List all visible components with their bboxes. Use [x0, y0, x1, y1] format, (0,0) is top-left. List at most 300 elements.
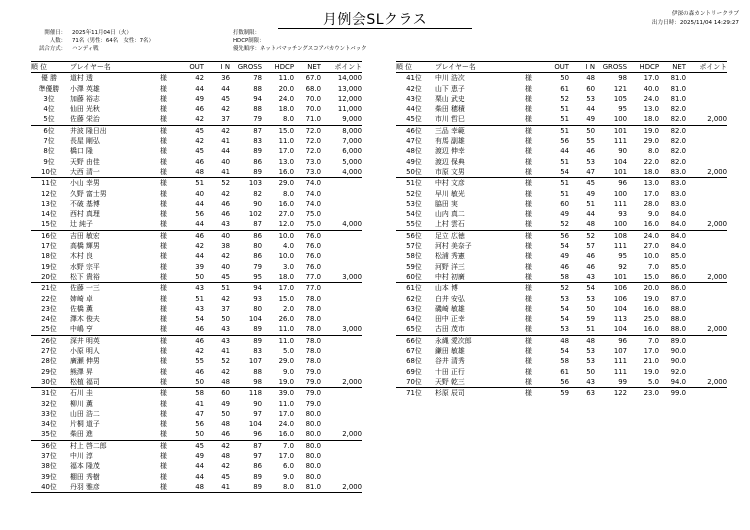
- rank-cell: 8位: [43, 147, 55, 156]
- hdcp-value: 11.0: [278, 74, 294, 83]
- rank-cell: 21位: [41, 284, 57, 293]
- hdcp-value: 23.0: [643, 389, 659, 398]
- honorific: 様: [160, 137, 167, 146]
- point-value: [321, 283, 362, 294]
- net-score: 79.0: [305, 367, 321, 376]
- out-score: 51: [195, 294, 204, 303]
- net-score: 81.0: [670, 84, 686, 93]
- out-score: 51: [560, 189, 569, 198]
- honorific: 様: [525, 94, 532, 103]
- player-name: 松植 福司: [67, 377, 160, 388]
- hdcp-value: 13.0: [278, 157, 294, 166]
- out-score: 49: [195, 94, 204, 103]
- honorific: 様: [525, 210, 532, 219]
- player-name: 佐藤 栄治: [67, 114, 160, 125]
- hdcp-value: 12.0: [262, 219, 294, 230]
- table-row: [396, 189, 727, 199]
- hdcp-value: 8.0: [262, 482, 294, 493]
- point-value: 4,000: [321, 167, 362, 178]
- table-row: [31, 409, 362, 419]
- rank-cell: 準優勝: [38, 84, 60, 93]
- net-score: 76.0: [305, 242, 321, 251]
- in-score: 55: [586, 137, 595, 146]
- net-score: 70.0: [305, 94, 321, 103]
- point-value: [686, 73, 727, 84]
- rank-cell: 61位: [406, 284, 422, 293]
- out-score: 52: [560, 94, 569, 103]
- net-score: 75.0: [294, 219, 321, 230]
- rank-cell: 62位: [406, 294, 422, 303]
- hdcp-value: 18.0: [627, 114, 659, 125]
- point-value: [686, 146, 727, 156]
- honorific: 様: [160, 367, 167, 376]
- hdcp-value: 20.0: [643, 284, 659, 293]
- gross-score: 87: [230, 219, 262, 230]
- honorific: 様: [525, 179, 532, 188]
- honorific: 様: [160, 199, 167, 208]
- table-row: [31, 241, 362, 251]
- net-score: 81.0: [670, 74, 686, 83]
- player-name: 佐藤 一三: [70, 284, 100, 293]
- out-score: 54: [560, 315, 569, 324]
- net-score: 80.0: [305, 451, 321, 460]
- table-row: [396, 304, 727, 314]
- player-name: 佐橋 薫: [70, 304, 93, 313]
- point-value: [686, 388, 727, 399]
- in-score: 53: [586, 347, 595, 356]
- gross-score: 97: [253, 451, 262, 460]
- point-value: [321, 335, 362, 346]
- hdcp-value: 8.0: [283, 189, 294, 198]
- in-score: 40: [221, 262, 230, 271]
- honorific: 様: [160, 126, 167, 135]
- out-score: 55: [195, 357, 204, 366]
- player-name: 加藤 裕志: [70, 94, 100, 103]
- gross-score: 104: [613, 157, 627, 166]
- honorific: 様: [160, 399, 167, 408]
- net-score: 82.0: [670, 137, 686, 146]
- hdcp-value: 17.0: [643, 189, 659, 198]
- in-score: 48: [221, 420, 230, 429]
- in-score: 42: [221, 462, 230, 471]
- honorific: 様: [525, 294, 532, 303]
- out-score: 49: [560, 252, 569, 261]
- point-value: [321, 419, 362, 429]
- out-score: 44: [178, 219, 204, 230]
- hdcp-value: 18.0: [278, 105, 294, 114]
- player-name: 上村 雲石: [432, 219, 525, 230]
- player-name: 白井 安弘: [435, 294, 465, 303]
- point-value: [686, 251, 727, 261]
- gross-score: 87: [253, 126, 262, 135]
- table-row: [396, 209, 727, 219]
- col-gross: GROSS: [230, 62, 262, 73]
- player-name: 山下 恵子: [435, 84, 465, 93]
- in-score: 50: [221, 409, 230, 418]
- table-header: [31, 62, 362, 73]
- in-score: 46: [204, 429, 230, 440]
- hdcp-value: 13.0: [643, 105, 659, 114]
- honorific: 様: [525, 157, 532, 166]
- rank-cell: 32位: [41, 399, 57, 408]
- player-name: 熊澤 昇: [70, 367, 93, 376]
- gross-score: 98: [618, 74, 627, 83]
- in-score: 53: [586, 357, 595, 366]
- gross-score: 121: [613, 84, 627, 93]
- rank-cell: 64位: [406, 315, 422, 324]
- honorific: 様: [525, 252, 532, 261]
- honorific: 様: [160, 451, 167, 460]
- in-score: 44: [586, 210, 595, 219]
- honorific: 様: [525, 377, 543, 388]
- player-name: 小澤 英雄: [70, 84, 100, 93]
- net-score: 84.0: [659, 219, 686, 230]
- point-value: 12,000: [337, 94, 362, 103]
- rank-cell: 35位: [31, 429, 67, 440]
- net-score: 80.0: [305, 462, 321, 471]
- gross-score: 107: [248, 357, 262, 366]
- out-score: 60: [560, 199, 569, 208]
- rank-cell: 52位: [406, 189, 422, 198]
- out-score: 43: [195, 304, 204, 313]
- gross-score: 79: [253, 262, 262, 271]
- out-score: 47: [195, 409, 204, 418]
- point-value: [686, 230, 727, 241]
- gross-score: 104: [595, 324, 627, 335]
- honorific: 様: [160, 84, 167, 93]
- net-score: 78.0: [305, 294, 321, 303]
- table-row: [31, 283, 362, 294]
- player-name: 三品 幸範: [435, 126, 465, 135]
- net-score: 78.0: [305, 315, 321, 324]
- honorific: 様: [160, 210, 167, 219]
- table-row: [31, 388, 362, 399]
- gross-score: 94: [253, 94, 262, 103]
- rank-cell: 37位: [41, 451, 57, 460]
- in-score: 42: [221, 294, 230, 303]
- in-score: 50: [586, 126, 595, 135]
- point-value: [686, 335, 727, 346]
- net-score: 73.0: [305, 157, 321, 166]
- player-name: 脇田 実: [435, 199, 458, 208]
- net-score: 86.0: [670, 284, 686, 293]
- honorific: 様: [525, 231, 532, 240]
- gross-score: 99: [595, 377, 627, 388]
- gross-score: 89: [230, 324, 262, 335]
- in-score: 42: [221, 252, 230, 261]
- out-score: 54: [560, 347, 569, 356]
- in-score: 53: [586, 294, 595, 303]
- hdcp-value: 16.0: [262, 167, 294, 178]
- table-row: [396, 146, 727, 156]
- point-value: [321, 178, 362, 189]
- point-value: [686, 241, 727, 251]
- out-score: 52: [543, 219, 569, 230]
- net-score: 77.0: [305, 284, 321, 293]
- net-score: 83.0: [659, 167, 686, 178]
- col-gross: GROSS: [595, 62, 627, 73]
- player-name: 仙田 光秋: [70, 105, 100, 114]
- table-row: [396, 73, 727, 84]
- out-score: 39: [195, 262, 204, 271]
- table-row: [31, 136, 362, 146]
- player-name: 谷井 清秀: [435, 357, 465, 366]
- table-row: [31, 94, 362, 104]
- gross-score: 82: [253, 189, 262, 198]
- in-score: 48: [586, 336, 595, 345]
- in-score: 48: [569, 219, 595, 230]
- honorific: 様: [160, 409, 167, 418]
- net-score: 80.0: [305, 441, 321, 450]
- point-value: [686, 94, 727, 104]
- point-value: [686, 304, 727, 314]
- net-score: 80.0: [305, 409, 321, 418]
- rank-cell: 16位: [41, 231, 57, 240]
- in-score: 53: [586, 94, 595, 103]
- player-name: 中村 初廣: [432, 272, 525, 283]
- player-name: 松浦 秀憲: [435, 252, 465, 261]
- rank-cell: 10位: [31, 167, 67, 178]
- hdcp-value: 3.0: [283, 262, 294, 271]
- net-score: 76.0: [305, 252, 321, 261]
- in-score: 42: [221, 105, 230, 114]
- gross-score: 106: [613, 294, 627, 303]
- honorific: 様: [160, 147, 167, 156]
- out-score: 45: [195, 441, 204, 450]
- out-score: 46: [195, 157, 204, 166]
- in-score: 52: [221, 179, 230, 188]
- hdcp-value: 8.0: [648, 147, 659, 156]
- title-underline: [278, 28, 472, 29]
- table-row: [31, 304, 362, 314]
- net-score: 86.0: [659, 272, 686, 283]
- gross-score: 101: [613, 126, 627, 135]
- table-row: [396, 157, 727, 167]
- point-value: 2,000: [321, 482, 362, 493]
- honorific: 様: [525, 315, 532, 324]
- honorific: 様: [160, 105, 167, 114]
- gross-score: 102: [248, 210, 262, 219]
- hdcp-value: 9.0: [283, 472, 294, 481]
- in-score: 49: [569, 114, 595, 125]
- point-value: [321, 209, 362, 219]
- point-value: 8,000: [342, 126, 362, 135]
- honorific: 様: [160, 74, 167, 83]
- out-score: 48: [178, 482, 204, 493]
- point-value: 2,000: [686, 219, 727, 230]
- hdcp-value: 9.0: [648, 210, 659, 219]
- in-score: 41: [221, 137, 230, 146]
- honorific: 様: [160, 94, 167, 103]
- player-name: 田中 正幸: [435, 315, 465, 324]
- rank-cell: 65位: [396, 324, 432, 335]
- page-title: 月例会SLクラス: [322, 12, 428, 28]
- honorific: 様: [160, 114, 178, 125]
- out-score: 51: [560, 105, 569, 114]
- table-row: [31, 178, 362, 189]
- out-score: 54: [543, 167, 569, 178]
- point-value: [321, 199, 362, 209]
- player-name: 廣瀬 伸男: [70, 357, 100, 366]
- rank-cell: 優 勝: [41, 74, 57, 83]
- point-value: [686, 209, 727, 219]
- in-score: 42: [221, 367, 230, 376]
- hdcp-value: 40.0: [643, 84, 659, 93]
- gross-score: 95: [230, 272, 262, 283]
- point-value: [321, 461, 362, 471]
- gross-score: 87: [253, 441, 262, 450]
- gross-score: 86: [253, 157, 262, 166]
- in-score: 43: [569, 272, 595, 283]
- rank-cell: 51位: [406, 179, 422, 188]
- in-score: 48: [586, 74, 595, 83]
- in-score: 42: [221, 189, 230, 198]
- gross-score: 90: [618, 147, 627, 156]
- table-row: [396, 219, 727, 230]
- hdcp-value: 16.0: [643, 304, 659, 313]
- player-name: 中川 浩次: [435, 74, 465, 83]
- rank-cell: 44位: [406, 105, 422, 114]
- honorific: 様: [160, 179, 167, 188]
- point-value: [686, 367, 727, 377]
- net-score: 82.0: [659, 114, 686, 125]
- out-score: 44: [195, 252, 204, 261]
- col-player: プレイヤー名: [67, 62, 160, 73]
- in-score: 46: [221, 199, 230, 208]
- honorific: 様: [525, 336, 532, 345]
- net-score: 72.0: [305, 126, 321, 135]
- gross-score: 79: [230, 114, 262, 125]
- table-row: [31, 230, 362, 241]
- out-score: 46: [195, 336, 204, 345]
- in-score: 51: [221, 284, 230, 293]
- out-score: 56: [560, 231, 569, 240]
- gross-score: 96: [230, 429, 262, 440]
- point-value: 13,000: [337, 84, 362, 93]
- table-row: [31, 104, 362, 114]
- player-name: 杉原 辰司: [435, 389, 465, 398]
- rank-cell: 17位: [41, 242, 57, 251]
- player-name: 澤木 俊夫: [70, 315, 100, 324]
- net-score: 76.0: [305, 231, 321, 240]
- player-name: 長屋 剛弘: [70, 137, 100, 146]
- hdcp-value: 7.0: [283, 441, 294, 450]
- hdcp-value: 11.0: [278, 399, 294, 408]
- hdcp-value: 16.0: [262, 429, 294, 440]
- table-row: [31, 251, 362, 261]
- rank-cell: 7位: [43, 137, 55, 146]
- player-name: 栗山 武史: [435, 94, 465, 103]
- gross-score: 78: [253, 74, 262, 83]
- hdcp-value: 21.0: [643, 357, 659, 366]
- in-score: 50: [221, 315, 230, 324]
- net-score: 79.0: [305, 399, 321, 408]
- table-row: [31, 356, 362, 366]
- hdcp-value: 7.0: [648, 262, 659, 271]
- hdcp-value: 20.0: [278, 84, 294, 93]
- player-name: 小山 幸男: [70, 179, 100, 188]
- rank-cell: 40位: [31, 482, 67, 493]
- hdcp-value: 11.0: [278, 137, 294, 146]
- gross-score: 108: [613, 231, 627, 240]
- honorific: 様: [160, 482, 178, 493]
- rank-cell: 43位: [406, 94, 422, 103]
- player-name: 河村 美奈子: [435, 242, 472, 251]
- gross-score: 97: [253, 409, 262, 418]
- player-name: 深井 明英: [70, 336, 100, 345]
- player-name: 柳川 薫: [70, 399, 93, 408]
- gross-score: 96: [618, 336, 627, 345]
- in-score: 41: [221, 347, 230, 356]
- out-score: 51: [195, 179, 204, 188]
- player-name: 山本 博: [435, 284, 458, 293]
- output-datetime: 出力日時：2025/11/04 14:29:27: [651, 19, 739, 26]
- in-score: 46: [586, 262, 595, 271]
- table-row: [31, 314, 362, 324]
- out-score: 45: [195, 147, 204, 156]
- player-name: 有馬 副雄: [435, 137, 465, 146]
- table-row: [31, 399, 362, 409]
- out-score: 44: [195, 462, 204, 471]
- table-row: [31, 272, 362, 283]
- net-score: 70.0: [305, 105, 321, 114]
- out-score: 42: [195, 347, 204, 356]
- rank-cell: 56位: [406, 231, 422, 240]
- rank-cell: 31位: [41, 389, 57, 398]
- honorific: 様: [525, 304, 532, 313]
- table-row: [31, 114, 362, 125]
- player-name: 村上 啓二郎: [70, 441, 107, 450]
- gross-score: 100: [595, 114, 627, 125]
- out-score: 61: [560, 84, 569, 93]
- gross-score: 104: [613, 304, 627, 313]
- rank-cell: 28位: [41, 357, 57, 366]
- in-score: 45: [221, 94, 230, 103]
- honorific: 様: [160, 441, 167, 450]
- rank-cell: 58位: [406, 252, 422, 261]
- point-value: [686, 346, 727, 356]
- rank-cell: 42位: [406, 84, 422, 93]
- out-score: 51: [560, 157, 569, 166]
- table-row: [396, 125, 727, 136]
- honorific: 様: [160, 472, 167, 481]
- table-row: [396, 314, 727, 324]
- point-value: [321, 367, 362, 377]
- out-score: 53: [560, 294, 569, 303]
- gross-score: 89: [253, 472, 262, 481]
- in-score: 43: [204, 324, 230, 335]
- out-score: 50: [178, 429, 204, 440]
- net-score: 78.0: [294, 324, 321, 335]
- rank-cell: 70位: [396, 377, 432, 388]
- out-score: 44: [195, 84, 204, 93]
- gross-score: 80: [253, 304, 262, 313]
- honorific: 様: [525, 284, 532, 293]
- net-score: 71.0: [294, 114, 321, 125]
- table-row: [31, 209, 362, 219]
- player-name: 永縄 愛次郎: [435, 336, 472, 345]
- gross-score: 101: [595, 167, 627, 178]
- gross-score: 86: [253, 231, 262, 240]
- net-score: 81.0: [294, 482, 321, 493]
- col-hdcp: HDCP: [262, 62, 294, 73]
- table-row: [396, 324, 727, 335]
- table-row: [31, 73, 362, 84]
- honorific: 様: [160, 357, 167, 366]
- out-score: 42: [178, 114, 204, 125]
- in-score: 49: [221, 399, 230, 408]
- col-out: OUT: [543, 62, 569, 73]
